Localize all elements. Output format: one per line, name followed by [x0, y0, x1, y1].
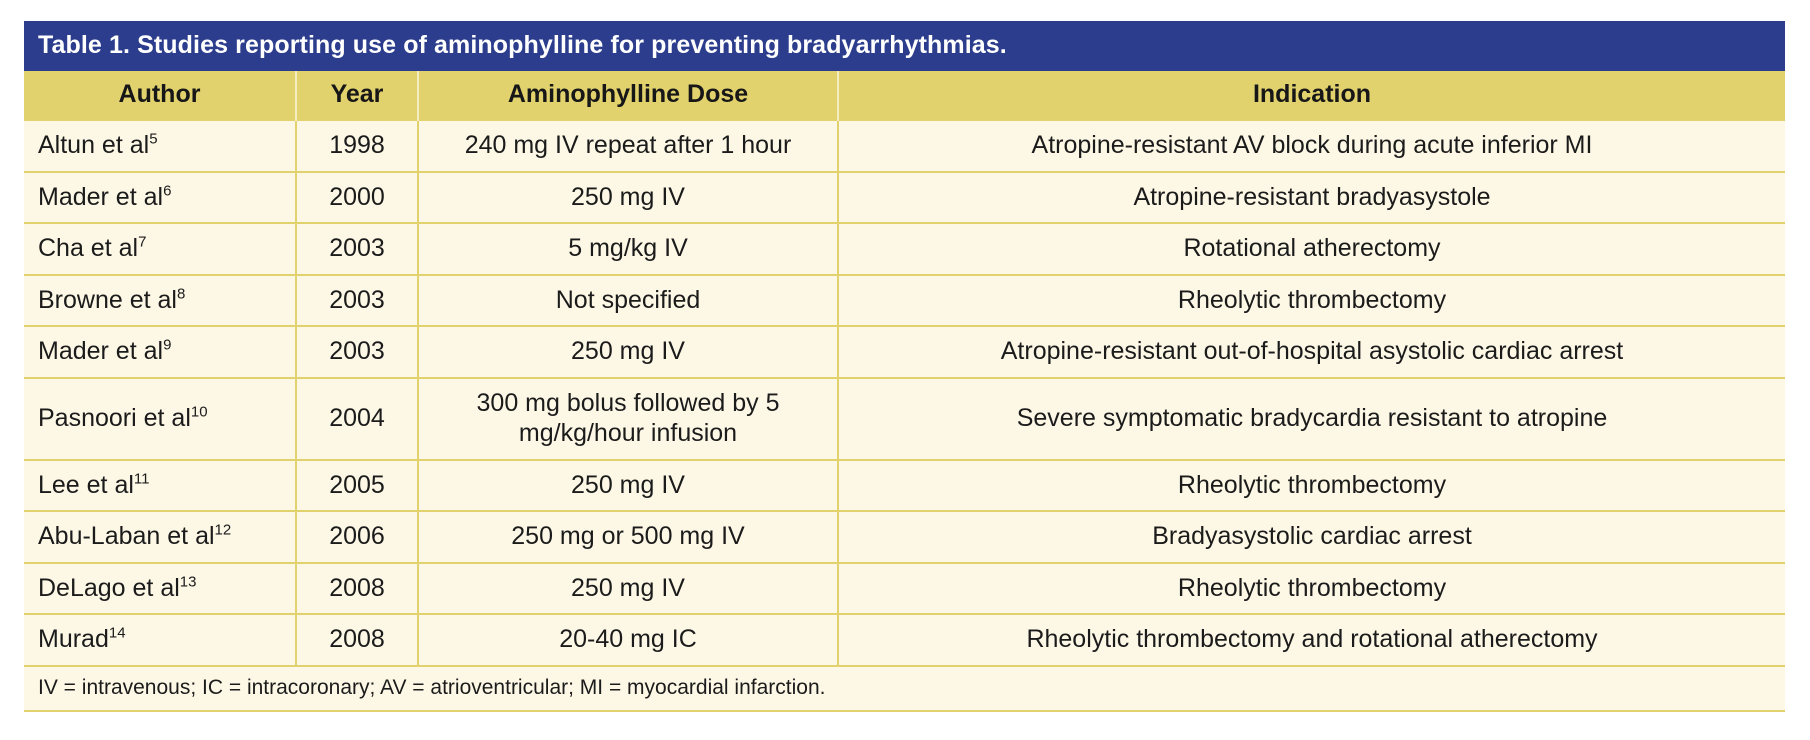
author-reference: 6 — [163, 182, 172, 200]
cell-dose: 250 mg IV — [418, 326, 838, 378]
cell-author — [24, 172, 296, 224]
author-reference: 9 — [163, 336, 172, 354]
cell-indication: Rheolytic thrombectomy — [838, 275, 1785, 327]
cell-author — [24, 120, 296, 172]
table-row — [24, 511, 1785, 563]
cell-indication: Rheolytic thrombectomy and rotational atherectomy — [838, 614, 1785, 666]
table-header-row — [24, 71, 1785, 120]
cell-year: 2003 — [296, 326, 418, 378]
cell-author — [24, 378, 296, 460]
cell-author — [24, 223, 296, 275]
author-name: Pasnoori et al — [38, 403, 191, 432]
cell-year: 2005 — [296, 460, 418, 512]
author-reference: 14 — [108, 624, 126, 642]
cell-year: 1998 — [296, 120, 418, 172]
author-name: Murad — [38, 625, 109, 653]
column-header-dose: Aminophylline Dose — [418, 71, 838, 120]
cell-author — [24, 275, 296, 327]
cell-indication: Bradyasystolic cardiac arrest — [838, 511, 1785, 563]
cell-indication: Atropine-resistant bradyasystole — [838, 172, 1785, 224]
cell-indication: Rotational atherectomy — [838, 223, 1785, 275]
table-footnote: IV = intravenous; IC = intracoronary; AV = atrioventricular; MI = myocardial infarction. — [24, 666, 1785, 711]
cell-dose: 250 mg IV — [418, 563, 838, 615]
cell-dose: 20-40 mg IC — [418, 614, 838, 666]
author-name: Mader et al — [38, 337, 164, 365]
author-name: Lee et al — [38, 470, 134, 499]
table-row — [24, 120, 1785, 172]
table-row — [24, 223, 1785, 275]
cell-indication: Rheolytic thrombectomy — [838, 460, 1785, 512]
cell-year: 2008 — [296, 614, 418, 666]
cell-year: 2004 — [296, 378, 418, 460]
table-row — [24, 172, 1785, 224]
cell-year: 2000 — [296, 172, 418, 224]
table-row — [24, 326, 1785, 378]
cell-dose: Not specified — [418, 275, 838, 327]
author-reference: 7 — [138, 233, 147, 251]
cell-dose: 5 mg/kg IV — [418, 223, 838, 275]
column-header-year: Year — [296, 71, 418, 120]
author-name: Abu-Laban et al — [38, 522, 215, 550]
author-name: DeLago et al — [38, 573, 180, 602]
cell-dose: 300 mg bolus followed by 5 mg/kg/hour infusion — [418, 378, 838, 460]
cell-dose: 250 mg or 500 mg IV — [418, 511, 838, 563]
cell-dose: 240 mg IV repeat after 1 hour — [418, 120, 838, 172]
column-header-author: Author — [24, 71, 296, 120]
studies-table — [24, 21, 1785, 712]
cell-indication: Rheolytic thrombectomy — [838, 563, 1785, 615]
cell-author — [24, 326, 296, 378]
cell-author — [24, 563, 296, 615]
cell-indication: Severe symptomatic bradycardia resistant to atropine — [838, 378, 1785, 460]
author-reference: 11 — [133, 470, 150, 488]
table-row — [24, 378, 1785, 460]
cell-year: 2003 — [296, 223, 418, 275]
author-name: Browne et al — [38, 285, 177, 314]
author-name: Cha et al — [38, 234, 139, 262]
table-row — [24, 275, 1785, 327]
cell-year: 2003 — [296, 275, 418, 327]
table-footnote-row — [24, 666, 1785, 711]
table-title-row — [24, 21, 1785, 71]
cell-author — [24, 460, 296, 512]
author-name: Altun et al — [38, 131, 150, 159]
table-container — [24, 21, 1785, 712]
author-reference: 5 — [149, 130, 158, 148]
author-reference: 8 — [176, 285, 186, 303]
cell-year: 2008 — [296, 563, 418, 615]
cell-author — [24, 614, 296, 666]
cell-indication: Atropine-resistant AV block during acute inferior MI — [838, 120, 1785, 172]
author-name: Mader et al — [38, 182, 164, 211]
cell-author — [24, 511, 296, 563]
table-row — [24, 563, 1785, 615]
cell-indication: Atropine-resistant out-of-hospital asystolic cardiac arrest — [838, 326, 1785, 378]
cell-dose: 250 mg IV — [418, 460, 838, 512]
table-row — [24, 614, 1785, 666]
cell-year: 2006 — [296, 511, 418, 563]
author-reference: 10 — [190, 403, 208, 421]
author-reference: 12 — [214, 521, 232, 539]
column-header-indication: Indication — [838, 71, 1785, 120]
table-row — [24, 460, 1785, 512]
table-title: Table 1. Studies reporting use of aminophylline for preventing bradyarrhythmias. — [24, 21, 1785, 71]
cell-dose: 250 mg IV — [418, 172, 838, 224]
author-reference: 13 — [179, 573, 197, 591]
